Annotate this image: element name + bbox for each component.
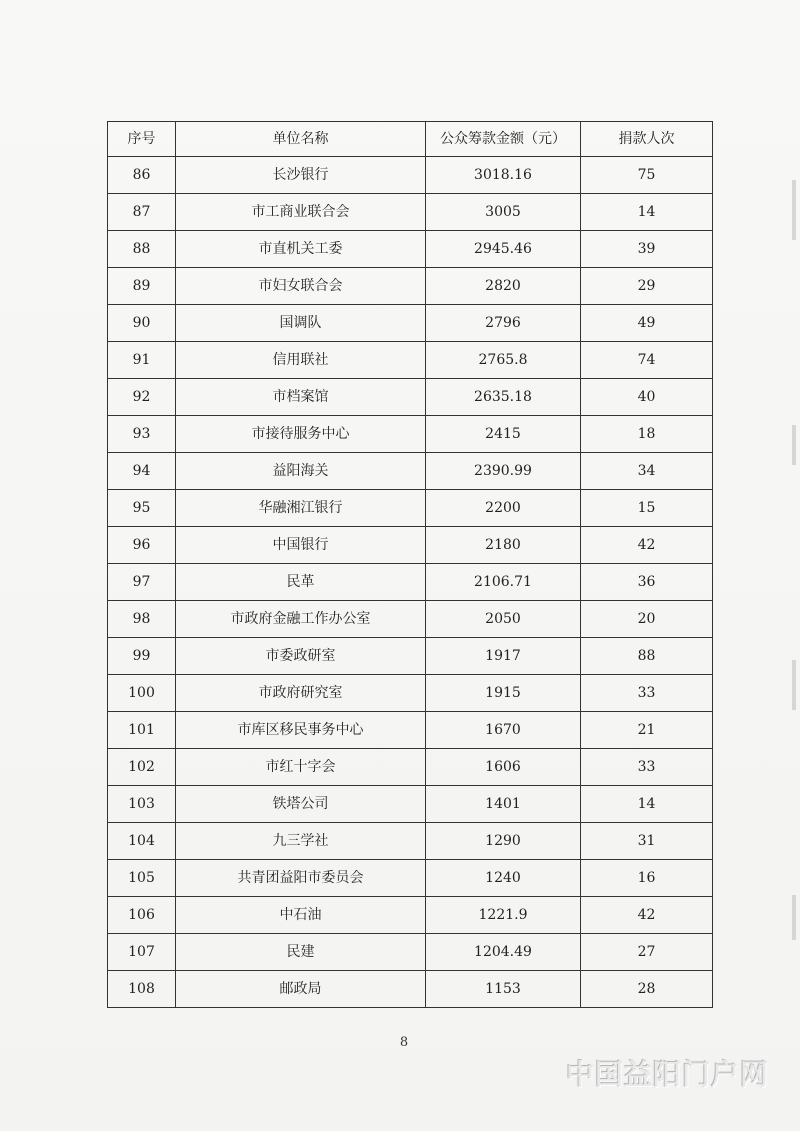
cell-unit-name: 市政府金融工作办公室 xyxy=(176,601,426,638)
table-row xyxy=(108,823,713,860)
cell-donor-count: 14 xyxy=(581,194,713,231)
cell-unit-name: 中国银行 xyxy=(176,527,426,564)
cell-unit-name: 市库区移民事务中心 xyxy=(176,712,426,749)
cell-amount: 1153 xyxy=(426,971,581,1008)
cell-amount: 2820 xyxy=(426,268,581,305)
cell-unit-name: 市政府研究室 xyxy=(176,675,426,712)
cell-donor-count: 42 xyxy=(581,527,713,564)
cell-donor-count: 39 xyxy=(581,231,713,268)
cell-donor-count: 16 xyxy=(581,860,713,897)
cell-donor-count: 21 xyxy=(581,712,713,749)
cell-seq: 88 xyxy=(108,231,176,268)
cell-seq: 91 xyxy=(108,342,176,379)
cell-amount: 1917 xyxy=(426,638,581,675)
table-row xyxy=(108,268,713,305)
cell-donor-count: 36 xyxy=(581,564,713,601)
cell-unit-name: 邮政局 xyxy=(176,971,426,1008)
cell-seq: 89 xyxy=(108,268,176,305)
table-row xyxy=(108,675,713,712)
table-row xyxy=(108,786,713,823)
table-row xyxy=(108,342,713,379)
cell-seq: 107 xyxy=(108,934,176,971)
cell-amount: 1204.49 xyxy=(426,934,581,971)
cell-unit-name: 中石油 xyxy=(176,897,426,934)
table-row xyxy=(108,897,713,934)
cell-amount: 1401 xyxy=(426,786,581,823)
cell-unit-name: 市委政研室 xyxy=(176,638,426,675)
table-row xyxy=(108,194,713,231)
cell-seq: 104 xyxy=(108,823,176,860)
table-row xyxy=(108,305,713,342)
cell-unit-name: 九三学社 xyxy=(176,823,426,860)
table-row xyxy=(108,490,713,527)
cell-seq: 99 xyxy=(108,638,176,675)
cell-donor-count: 49 xyxy=(581,305,713,342)
cell-amount: 2945.46 xyxy=(426,231,581,268)
cell-amount: 2635.18 xyxy=(426,379,581,416)
cell-unit-name: 市直机关工委 xyxy=(176,231,426,268)
cell-amount: 1240 xyxy=(426,860,581,897)
cell-unit-name: 市档案馆 xyxy=(176,379,426,416)
cell-donor-count: 14 xyxy=(581,786,713,823)
cell-seq: 86 xyxy=(108,157,176,194)
scan-artifact xyxy=(792,425,796,465)
table-body xyxy=(108,157,713,1008)
cell-seq: 106 xyxy=(108,897,176,934)
table-header-row xyxy=(108,122,713,157)
cell-amount: 2200 xyxy=(426,490,581,527)
table-row xyxy=(108,231,713,268)
cell-seq: 87 xyxy=(108,194,176,231)
header-amount: 公众筹款金额（元） xyxy=(426,122,581,157)
table-row xyxy=(108,971,713,1008)
cell-unit-name: 国调队 xyxy=(176,305,426,342)
cell-seq: 93 xyxy=(108,416,176,453)
cell-amount: 2765.8 xyxy=(426,342,581,379)
cell-donor-count: 74 xyxy=(581,342,713,379)
cell-unit-name: 华融湘江银行 xyxy=(176,490,426,527)
cell-amount: 2180 xyxy=(426,527,581,564)
cell-amount: 1915 xyxy=(426,675,581,712)
table-row xyxy=(108,749,713,786)
cell-seq: 92 xyxy=(108,379,176,416)
header-unit-name: 单位名称 xyxy=(176,122,426,157)
cell-donor-count: 15 xyxy=(581,490,713,527)
scan-artifact xyxy=(792,180,796,240)
cell-amount: 2796 xyxy=(426,305,581,342)
donation-table xyxy=(107,121,713,1008)
header-donor-count: 捐款人次 xyxy=(581,122,713,157)
cell-seq: 94 xyxy=(108,453,176,490)
cell-unit-name: 民革 xyxy=(176,564,426,601)
table-row xyxy=(108,157,713,194)
table-row xyxy=(108,601,713,638)
table-row xyxy=(108,416,713,453)
cell-amount: 1290 xyxy=(426,823,581,860)
cell-amount: 1606 xyxy=(426,749,581,786)
cell-unit-name: 市工商业联合会 xyxy=(176,194,426,231)
cell-seq: 95 xyxy=(108,490,176,527)
cell-donor-count: 42 xyxy=(581,897,713,934)
cell-seq: 103 xyxy=(108,786,176,823)
cell-amount: 3018.16 xyxy=(426,157,581,194)
scan-artifact xyxy=(792,895,796,940)
cell-amount: 3005 xyxy=(426,194,581,231)
table-row xyxy=(108,712,713,749)
cell-unit-name: 益阳海关 xyxy=(176,453,426,490)
cell-amount: 2390.99 xyxy=(426,453,581,490)
scan-artifact xyxy=(792,660,796,710)
cell-donor-count: 20 xyxy=(581,601,713,638)
page-number: 8 xyxy=(399,1035,409,1050)
cell-donor-count: 75 xyxy=(581,157,713,194)
table-row xyxy=(108,453,713,490)
table-row xyxy=(108,860,713,897)
cell-amount: 1670 xyxy=(426,712,581,749)
cell-seq: 98 xyxy=(108,601,176,638)
cell-unit-name: 共青团益阳市委员会 xyxy=(176,860,426,897)
cell-donor-count: 33 xyxy=(581,749,713,786)
cell-unit-name: 长沙银行 xyxy=(176,157,426,194)
cell-donor-count: 40 xyxy=(581,379,713,416)
cell-amount: 2106.71 xyxy=(426,564,581,601)
cell-seq: 105 xyxy=(108,860,176,897)
table-row xyxy=(108,527,713,564)
cell-unit-name: 信用联社 xyxy=(176,342,426,379)
cell-donor-count: 33 xyxy=(581,675,713,712)
site-watermark: 中国益阳门户网 xyxy=(566,1058,770,1091)
cell-unit-name: 市接待服务中心 xyxy=(176,416,426,453)
table-row xyxy=(108,934,713,971)
cell-amount: 1221.9 xyxy=(426,897,581,934)
cell-donor-count: 31 xyxy=(581,823,713,860)
cell-unit-name: 民建 xyxy=(176,934,426,971)
header-seq: 序号 xyxy=(108,122,176,157)
cell-donor-count: 27 xyxy=(581,934,713,971)
cell-seq: 96 xyxy=(108,527,176,564)
cell-donor-count: 88 xyxy=(581,638,713,675)
cell-seq: 97 xyxy=(108,564,176,601)
cell-seq: 90 xyxy=(108,305,176,342)
cell-unit-name: 市妇女联合会 xyxy=(176,268,426,305)
cell-donor-count: 29 xyxy=(581,268,713,305)
table-row xyxy=(108,379,713,416)
cell-unit-name: 铁塔公司 xyxy=(176,786,426,823)
table-row xyxy=(108,564,713,601)
cell-seq: 100 xyxy=(108,675,176,712)
cell-amount: 2050 xyxy=(426,601,581,638)
cell-seq: 108 xyxy=(108,971,176,1008)
cell-seq: 101 xyxy=(108,712,176,749)
cell-donor-count: 28 xyxy=(581,971,713,1008)
cell-seq: 102 xyxy=(108,749,176,786)
table-row xyxy=(108,638,713,675)
cell-donor-count: 34 xyxy=(581,453,713,490)
cell-amount: 2415 xyxy=(426,416,581,453)
cell-unit-name: 市红十字会 xyxy=(176,749,426,786)
cell-donor-count: 18 xyxy=(581,416,713,453)
